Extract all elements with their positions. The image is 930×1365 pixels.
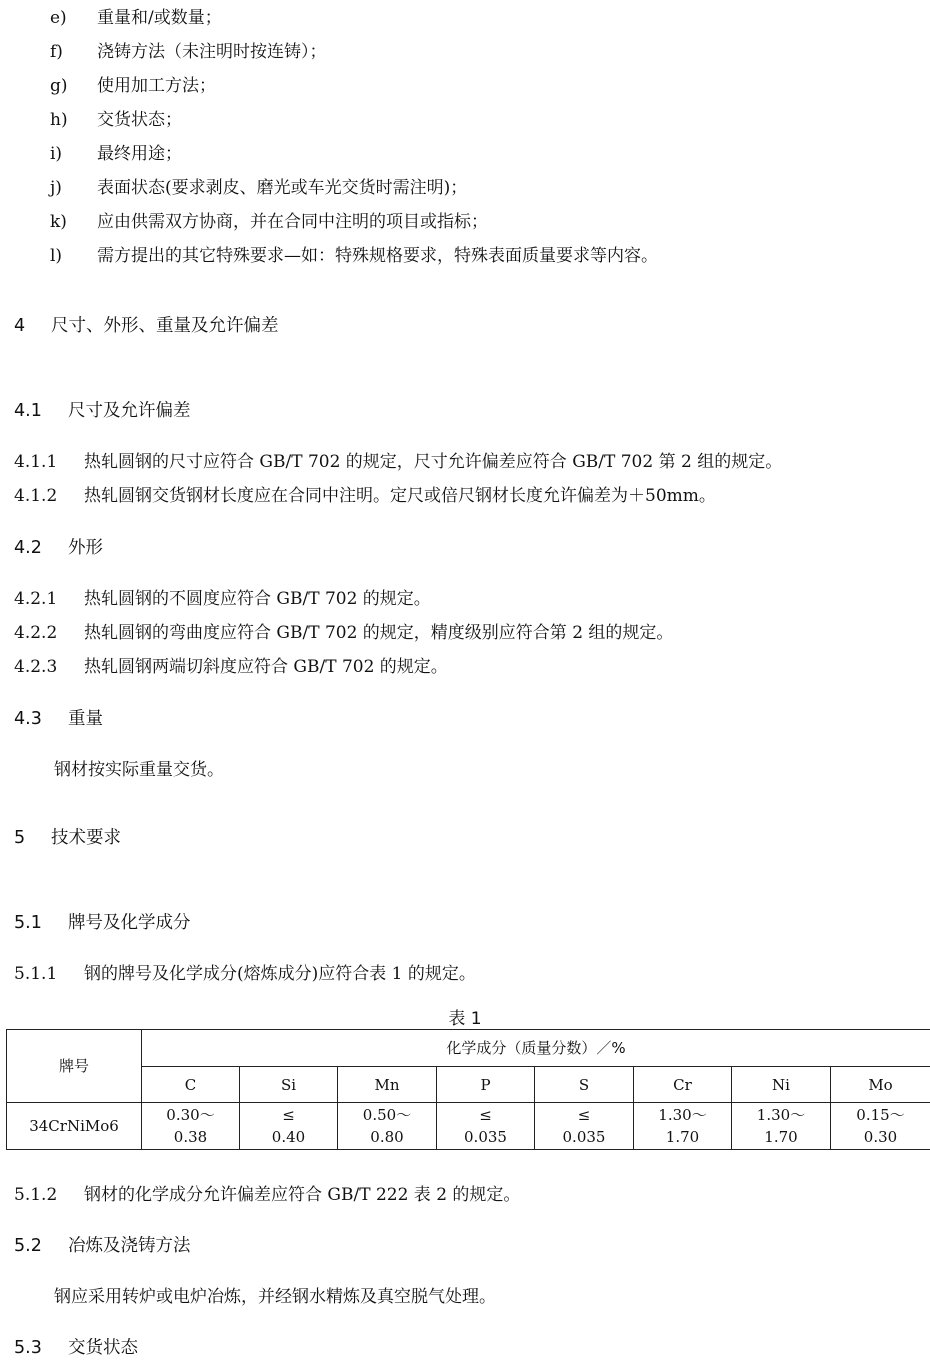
body-paragraph: 钢材按实际重量交货。 <box>54 760 224 780</box>
list-marker: l) <box>50 246 63 266</box>
clause-5-1-2 <box>14 1184 520 1206</box>
list-item <box>50 41 327 63</box>
value-line-2: 0.40 <box>271 1128 306 1146</box>
clause-number: 5.1.1 <box>14 964 58 984</box>
list-marker: f) <box>50 42 63 62</box>
value-cell <box>437 1103 535 1150</box>
table-row <box>7 1103 930 1150</box>
value-line-1: ≤ <box>479 1106 492 1124</box>
list-text: 最终用途； <box>97 144 182 164</box>
section-title: 重量 <box>68 709 103 729</box>
section-heading-5-1 <box>14 912 191 934</box>
clause-4-1-1 <box>14 451 782 473</box>
section-title: 牌号及化学成分 <box>68 913 191 933</box>
clause-text: 钢材的化学成分允许偏差应符合 GB/T 222 表 2 的规定。 <box>84 1185 521 1205</box>
section-heading-5-2 <box>14 1235 191 1257</box>
element-header: Mn <box>338 1067 437 1103</box>
clause-number: 4.1.1 <box>14 452 58 472</box>
section-title: 技术要求 <box>51 828 121 848</box>
element-header: S <box>535 1067 634 1103</box>
list-text: 浇铸方法（未注明时按连铸）； <box>97 42 327 62</box>
value-line-2: 0.30 <box>863 1128 898 1146</box>
section-heading-4 <box>14 315 279 337</box>
clause-text: 热轧圆钢的尺寸应符合 GB/T 702 的规定，尺寸允许偏差应符合 GB/T 702 第 2 组的规定。 <box>84 452 783 472</box>
composition-header: 化学成分（质量分数）／% <box>142 1030 930 1067</box>
table-caption: 表 1 <box>448 1009 482 1029</box>
value-line-1: 1.30～ <box>658 1106 707 1124</box>
list-marker: g) <box>50 76 68 96</box>
list-text: 重量和/或数量； <box>97 8 222 28</box>
body-paragraph: 钢应采用转炉或电炉冶炼，并经钢水精炼及真空脱气处理。 <box>54 1287 496 1307</box>
value-line-2: 1.70 <box>665 1128 700 1146</box>
value-line-2: 0.035 <box>562 1128 606 1146</box>
value-line-1: ≤ <box>577 1106 591 1124</box>
list-item <box>50 177 467 199</box>
clause-number: 4.2.2 <box>14 623 58 643</box>
value-cell <box>535 1103 634 1150</box>
value-line-1: 0.15～ <box>856 1106 905 1124</box>
element-header: Si <box>240 1067 338 1103</box>
list-text: 需方提出的其它特殊要求—如：特殊规格要求，特殊表面质量要求等内容。 <box>97 246 658 266</box>
element-header: C <box>142 1067 240 1103</box>
grade-cell: 34CrNiMo6 <box>7 1103 142 1150</box>
clause-number: 4.1.2 <box>14 486 58 506</box>
section-title: 尺寸、外形、重量及允许偏差 <box>51 316 279 336</box>
list-text: 应由供需双方协商，并在合同中注明的项目或指标； <box>97 212 488 232</box>
section-title: 交货状态 <box>68 1338 138 1358</box>
section-number: 5.3 <box>14 1338 42 1358</box>
list-marker: h) <box>50 110 68 130</box>
value-line-1: ≤ <box>282 1106 295 1124</box>
section-number: 4.3 <box>14 709 42 729</box>
section-heading-4-3 <box>14 708 103 730</box>
element-header: Cr <box>634 1067 732 1103</box>
section-number: 4.1 <box>14 401 42 421</box>
clause-number: 4.2.1 <box>14 589 58 609</box>
section-heading-4-1 <box>14 400 191 422</box>
clause-text: 热轧圆钢交货钢材长度应在合同中注明。定尺或倍尺钢材长度允许偏差为＋50mm。 <box>84 486 716 506</box>
section-number: 5.1 <box>14 913 42 933</box>
section-number: 5 <box>14 828 26 848</box>
value-cell <box>240 1103 338 1150</box>
value-cell <box>634 1103 732 1150</box>
element-header: Mo <box>831 1067 930 1103</box>
list-item <box>50 143 182 165</box>
section-heading-4-2 <box>14 537 103 559</box>
value-line-2: 0.38 <box>173 1128 208 1146</box>
clause-5-1-1 <box>14 963 476 985</box>
clause-number: 5.1.2 <box>14 1185 58 1205</box>
list-marker: e) <box>50 8 67 28</box>
clause-text: 热轧圆钢的弯曲度应符合 GB/T 702 的规定，精度级别应符合第 2 组的规定。 <box>84 623 674 643</box>
value-cell <box>732 1103 831 1150</box>
value-line-2: 0.80 <box>370 1128 404 1146</box>
section-heading-5 <box>14 827 121 849</box>
list-text: 使用加工方法； <box>97 76 216 96</box>
clause-4-2-2 <box>14 622 673 644</box>
value-cell <box>338 1103 437 1150</box>
element-header: Ni <box>732 1067 831 1103</box>
list-item <box>50 245 658 267</box>
clause-4-1-2 <box>14 485 716 507</box>
list-item <box>50 109 182 131</box>
section-number: 5.2 <box>14 1236 42 1256</box>
section-title: 冶炼及浇铸方法 <box>68 1236 191 1256</box>
value-line-2: 1.70 <box>764 1128 798 1146</box>
clause-number: 4.2.3 <box>14 657 58 677</box>
list-marker: k) <box>50 212 67 232</box>
grade-header: 牌号 <box>7 1030 142 1103</box>
value-line-2: 0.035 <box>464 1128 507 1146</box>
list-item <box>50 7 222 29</box>
clause-4-2-3 <box>14 656 448 678</box>
list-item <box>50 211 488 233</box>
section-heading-5-3 <box>14 1337 138 1359</box>
value-cell <box>142 1103 240 1150</box>
section-number: 4.2 <box>14 538 42 558</box>
list-item <box>50 75 216 97</box>
clause-text: 钢的牌号及化学成分(熔炼成分)应符合表 1 的规定。 <box>84 964 476 984</box>
list-text: 交货状态； <box>97 110 182 130</box>
section-title: 尺寸及允许偏差 <box>68 401 191 421</box>
chemical-composition-table <box>6 1029 930 1150</box>
list-marker: j) <box>50 178 62 198</box>
clause-text: 热轧圆钢的不圆度应符合 GB/T 702 的规定。 <box>84 589 431 609</box>
list-marker: i) <box>50 144 63 164</box>
value-cell <box>831 1103 930 1150</box>
list-text: 表面状态(要求剥皮、磨光或车光交货时需注明)； <box>97 178 468 198</box>
value-line-1: 0.50～ <box>362 1106 412 1124</box>
section-number: 4 <box>14 316 26 336</box>
element-header: P <box>437 1067 535 1103</box>
value-line-1: 1.30～ <box>756 1106 806 1124</box>
clause-text: 热轧圆钢两端切斜度应符合 GB/T 702 的规定。 <box>84 657 448 677</box>
section-title: 外形 <box>68 538 103 558</box>
clause-4-2-1 <box>14 588 431 610</box>
value-line-1: 0.30～ <box>166 1106 215 1124</box>
